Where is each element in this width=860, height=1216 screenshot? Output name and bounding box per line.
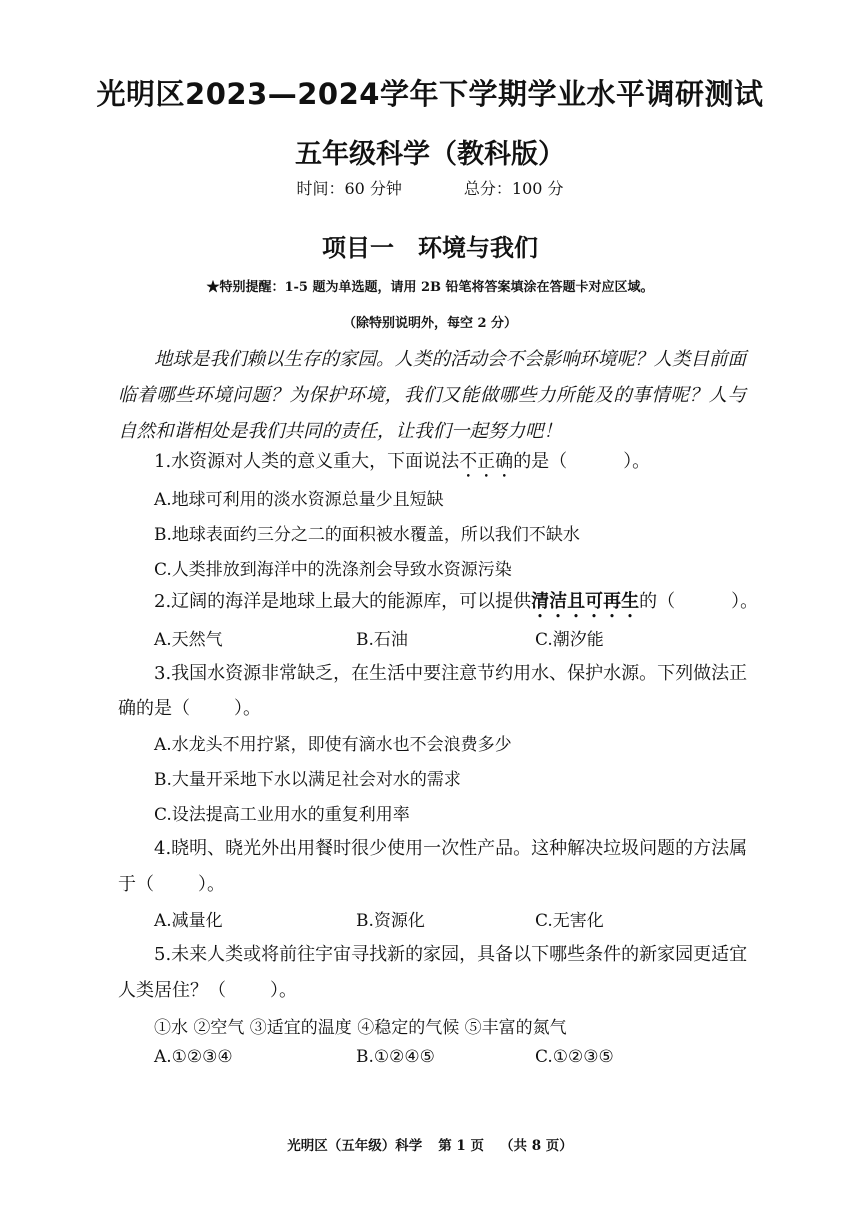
time-label: 时间：60 分钟	[296, 179, 402, 198]
question-5-line2	[118, 976, 297, 1002]
question-5-line2-end: ）。	[270, 980, 297, 1001]
question-3-line2-end: ）。	[234, 698, 261, 719]
exam-meta	[0, 176, 860, 199]
question-4-option-c: C.无害化	[535, 911, 604, 931]
page-footer	[0, 1134, 860, 1154]
exam-title: 光明区2023—2024学年下学期学业水平调研测试	[96, 77, 764, 111]
special-notice: ★特别提醒：1-5 题为单选题，请用 2B 铅笔将答案填涂在答题卡对应区域。	[206, 280, 654, 295]
question-3-option-a: A.水龙头不用拧紧，即使有滴水也不会浪费多少	[154, 735, 512, 755]
question-2-option-a: A.天然气	[154, 630, 223, 650]
question-5-option-b: B.①②④⑤	[356, 1047, 435, 1067]
question-1-option-c: C.人类排放到海洋中的洗涤剂会导致水资源污染	[154, 560, 512, 580]
section-title: 项目一 环境与我们	[322, 234, 538, 262]
question-2-option-c: C.潮汐能	[535, 630, 604, 650]
question-5-option-a: A.①②③④	[154, 1047, 233, 1067]
question-3-line1: 3.我国水资源非常缺乏，在生活中要注意节约用水、保护水源。下列做法正	[154, 663, 748, 684]
question-5-conditions: ①水 ②空气 ③适宜的温度 ④稳定的气候 ⑤丰富的氮气	[154, 1018, 567, 1038]
footer-page-number: 第 1 页	[438, 1138, 484, 1154]
question-2-text-post: 的（	[639, 591, 676, 612]
question-1-text-post: 的是（	[513, 451, 568, 472]
question-1-end: ）。	[623, 451, 651, 472]
question-1-stem	[154, 447, 650, 482]
question-1-option-b: B.地球表面约三分之二的面积被水覆盖，所以我们不缺水	[154, 525, 580, 545]
question-4-line1: 4.晓明、晓光外出用餐时很少使用一次性产品。这种解决垃圾问题的方法属	[154, 838, 748, 859]
question-4-line2-end: ）。	[198, 874, 225, 895]
question-4-option-a: A.减量化	[154, 911, 223, 931]
score-label: 总分：100 分	[463, 179, 564, 198]
footer-school: 光明区（五年级）科学	[287, 1138, 423, 1154]
question-3-line2-text: 确的是（	[118, 698, 190, 719]
question-2-stem	[154, 587, 758, 622]
question-4-option-b: B.资源化	[356, 911, 425, 931]
question-4-line2-text: 于（	[118, 874, 154, 895]
question-5-option-c: C.①②③⑤	[535, 1047, 614, 1067]
question-2-text: 2.辽阔的海洋是地球上最大的能源库，可以提供	[154, 591, 532, 612]
question-5-line2-text: 人类居住？（	[118, 980, 226, 1001]
question-3-line2	[118, 694, 261, 720]
footer-total-pages: （共 8 页）	[500, 1138, 573, 1154]
question-2-emphasis: 清洁且可再生	[531, 591, 640, 612]
question-1-option-a: A.地球可利用的淡水资源总量少且短缺	[154, 490, 444, 510]
question-5-line1: 5.未来人类或将前往宇宙寻找新的家园，具备以下哪些条件的新家园更适宜	[154, 944, 748, 965]
scoring-note: （除特别说明外，每空 2 分）	[342, 316, 518, 331]
question-2-option-b: B.石油	[356, 630, 408, 650]
question-3-option-b: B.大量开采地下水以满足社会对水的需求	[154, 770, 461, 790]
question-1-emphasis: 不正确	[459, 451, 514, 472]
question-3-option-c: C.设法提高工业用水的重复利用率	[154, 805, 410, 825]
question-4-line2	[118, 870, 225, 896]
section-intro: 地球是我们赖以生存的家园。人类的活动会不会影响环境呢？人类目前面临着哪些环境问题？为保护环境，我们又能做哪些力所能及的事情呢？人与自然和谐相处是我们共同的责任，让我们一起努力吧！	[118, 349, 747, 442]
question-2-end: ）。	[731, 591, 759, 612]
exam-subtitle: 五年级科学（教科版）	[295, 139, 565, 170]
question-1-text: 1.水资源对人类的意义重大，下面说法	[154, 451, 460, 472]
